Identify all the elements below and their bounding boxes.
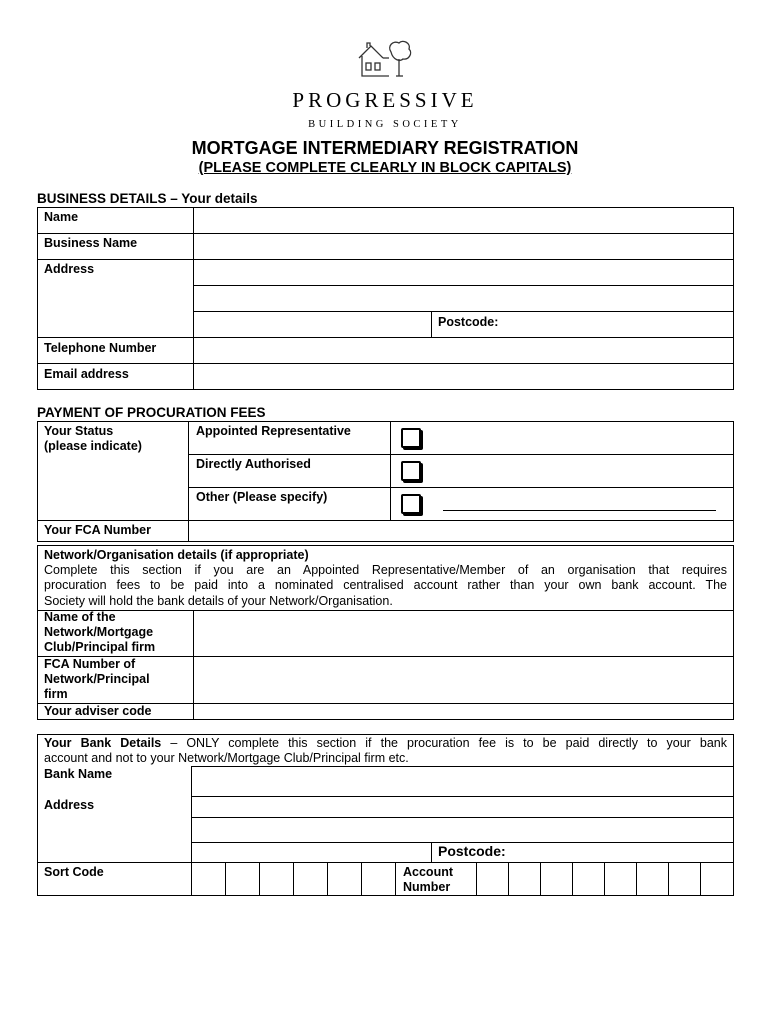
address-line-1-field[interactable] (195, 261, 732, 284)
bank-name-label: Bank Name (44, 767, 113, 781)
other-checkbox[interactable] (401, 494, 421, 514)
network-intro-line-2: procuration fees to be paid into a nominated centralised account rather than your own bank account. The (44, 578, 727, 592)
bank-address-label: Address (44, 798, 95, 812)
business-details-heading: BUSINESS DETAILS – Your details (37, 191, 258, 206)
bank-postcode-label: Postcode: (438, 843, 506, 859)
name-field[interactable] (195, 209, 732, 232)
house-tree-icon (355, 38, 415, 82)
please-indicate-label: (please indicate) (44, 439, 142, 453)
name-label: Name (44, 210, 79, 224)
postcode-label: Postcode: (438, 315, 499, 329)
adviser-code-field[interactable] (195, 705, 732, 718)
adviser-code-label: Your adviser code (44, 704, 152, 718)
bank-address-line-3-field[interactable] (193, 844, 430, 861)
telephone-label: Telephone Number (44, 341, 157, 355)
fca-number-label: Your FCA Number (44, 523, 151, 537)
bank-postcode-field[interactable] (520, 844, 732, 861)
address-label: Address (44, 262, 95, 276)
bank-address-line-2-field[interactable] (193, 819, 732, 841)
network-fca-label-1: FCA Number of (44, 657, 136, 671)
account-number-label-1: Account (403, 865, 453, 879)
page-title: MORTGAGE INTERMEDIARY REGISTRATION (191, 138, 579, 158)
telephone-field[interactable] (195, 339, 732, 362)
bank-address-line-1-field[interactable] (193, 798, 732, 816)
bank-intro-line-2: account and not to your Network/Mortgage Club/Principal firm etc. (44, 751, 409, 765)
business-name-field[interactable] (195, 235, 732, 258)
network-name-label-1: Name of the (44, 610, 116, 624)
page-subtitle: (PLEASE COMPLETE CLEARLY IN BLOCK CAPITALS) (198, 160, 572, 176)
network-name-label-3: Club/Principal firm (44, 640, 156, 654)
directly-authorised-label: Directly Authorised (196, 457, 311, 471)
bank-name-field[interactable] (193, 768, 732, 795)
email-label: Email address (44, 367, 129, 381)
fca-number-field[interactable] (190, 522, 732, 540)
network-fca-label-2: Network/Principal (44, 672, 150, 686)
network-heading: Network/Organisation details (if appropriate) (44, 548, 309, 562)
procuration-fees-heading: PAYMENT OF PROCURATION FEES (37, 405, 266, 420)
other-specify-label: Other (Please specify) (196, 490, 328, 504)
bank-details-heading: Your Bank Details (44, 736, 162, 750)
network-fca-field[interactable] (195, 658, 732, 702)
directly-authorised-checkbox[interactable] (401, 461, 421, 481)
logo-wordmark: PROGRESSIVE (292, 88, 478, 112)
other-specify-field[interactable] (443, 510, 716, 511)
address-line-2-field[interactable] (195, 287, 732, 310)
appointed-representative-label: Appointed Representative (196, 424, 351, 438)
bank-intro-text: – ONLY complete this section if the procuration fee is to be paid directly to your bank (161, 736, 727, 750)
bank-intro-line-1 (44, 736, 727, 752)
postcode-field[interactable] (510, 313, 732, 336)
network-intro-line-1: Complete this section if you are an Appointed Representative/Member of an organisation that requires (44, 563, 727, 577)
appointed-representative-checkbox[interactable] (401, 428, 421, 448)
logo-tagline: BUILDING SOCIETY (308, 119, 462, 130)
network-name-label-2: Network/Mortgage (44, 625, 154, 639)
network-name-field[interactable] (195, 612, 732, 655)
business-name-label: Business Name (44, 236, 138, 250)
email-field[interactable] (195, 365, 732, 388)
sort-code-label: Sort Code (44, 865, 104, 879)
account-number-label-2: Number (403, 880, 451, 894)
your-status-label: Your Status (44, 424, 114, 438)
address-line-3-field[interactable] (195, 313, 430, 336)
network-intro-line-3: Society will hold the bank details of your Network/Organisation. (44, 594, 393, 608)
network-fca-label-3: firm (44, 687, 68, 701)
